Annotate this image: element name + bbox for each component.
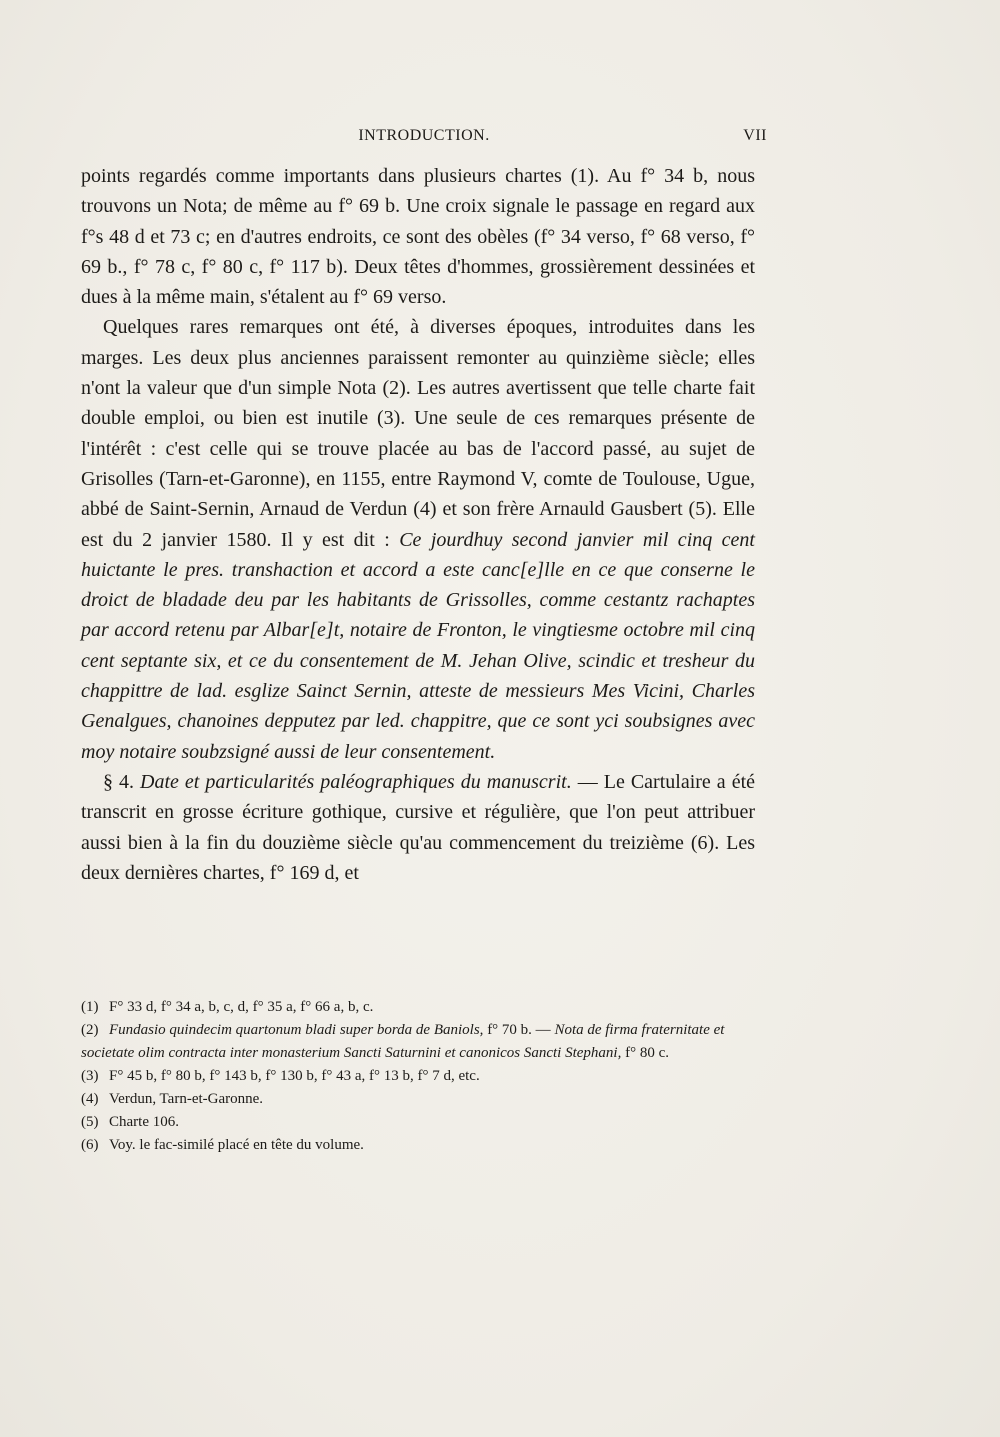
footnote-italic-b: Nota de firma fraternitate et societate olim contracta inter monasterium Sancti Saturnini et canonicos Sancti Stephani, <box>81 1022 725 1061</box>
footnote-number: (5) <box>81 1114 99 1130</box>
section-heading: Date et particularités paléographiques du manuscrit. <box>140 770 572 793</box>
paragraph-1: points regardés comme importants dans plusieurs chartes (1). Au f° 34 b, nous trouvons un Nota; de même au f° 69 b. Une croix signale le passage en regard aux f°s 48 d et 73 c; en d'autres endroits, ce sont des obèles (f° 34 verso, f° 68 verso, f° 69 b., f° 78 c, f° 80 c, f° 117 b). Deux têtes d'hommes, grossièrement dessinées et dues à la même main, s'étalent au f° 69 verso. <box>81 165 755 309</box>
footnote-number: (3) <box>81 1068 99 1084</box>
footnote-3 <box>81 1065 755 1088</box>
footnote-number: (1) <box>81 999 99 1015</box>
paragraph-2-text: Quelques rares remarques ont été, à diverses époques, introduites dans les marges. Les deux plus anciennes paraissent remonter au quinzième siècle; elles n'ont la valeur que d'un simple Nota (2). Les autres avertissent que telle charte fait double emploi, ou bien est inutile (3). Une seule de ces remarques présente de l'intérêt : c'est celle qui se trouve placée au bas de l'accord passé, au sujet de Grisolles (Tarn-et-Garonne), en 1155, entre Raymond V, comte de Toulouse, Ugue, abbé de Saint-Sernin, Arnaud de Verdun (4) et son frère Arnauld Gausbert (5). Elle est du 2 janvier 1580. Il y est dit : <box>81 316 755 551</box>
section-mark: § 4. <box>103 770 141 793</box>
paragraph-2 <box>81 312 755 766</box>
footnote-number: (2) <box>81 1022 99 1038</box>
running-title: INTRODUCTION. <box>358 127 490 144</box>
paragraph-3-text: — Le Cartulaire a été transcrit en grosse écriture gothique, cursive et régulière, que l'on peut attribuer aussi bien à la fin du douzième siècle qu'au commencement du treizième (6). Les deux dernières chartes, f° 169 d, et <box>81 770 756 884</box>
footnote-5 <box>81 1111 755 1134</box>
footnote-1 <box>81 996 755 1019</box>
footnote-roman-b: f° 80 c. <box>621 1045 670 1061</box>
footnote-text: Verdun, Tarn-et-Garonne. <box>109 1091 264 1107</box>
main-text <box>81 161 755 888</box>
paragraph-3 <box>81 767 755 888</box>
footnote-6 <box>81 1134 755 1157</box>
paragraph-2-quotation: Ce jourdhuy second janvier mil cinq cent huictante le pres. transhaction et accord a este canc[e]lle en ce que conserne le droict de bladade deu par les habitants de Grissolles, comme cestantz rachaptes par accord retenu par Albar[e]t, notaire de Fronton, le vingtiesme octobre mil cinq cent septante six, et ce du consentement de M. Jehan Olive, scindic et tresheur du chappittre de lad. esglize Sainct Sernin, atteste de messieurs Mes Vicini, Charles Genalgues, chanoines depputez par led. chappitre, que ce sont yci soubsignes avec moy notaire soubzsigné aussi de leur consentement. <box>81 528 755 763</box>
page-number: VII <box>743 127 767 144</box>
running-header <box>81 127 767 157</box>
footnote-number: (6) <box>81 1137 99 1153</box>
footnote-text: Charte 106. <box>109 1114 179 1130</box>
footnote-italic-a: Fundasio quindecim quartonum bladi super borda de Baniols, <box>109 1022 484 1038</box>
footnote-text: F° 33 d, f° 34 a, b, c, d, f° 35 a, f° 66 a, b, c. <box>109 999 374 1015</box>
footnote-2 <box>81 1019 755 1065</box>
footnote-text: Voy. le fac-similé placé en tête du volume. <box>109 1137 364 1153</box>
footnote-4 <box>81 1088 755 1111</box>
footnote-text: F° 45 b, f° 80 b, f° 143 b, f° 130 b, f° 43 a, f° 13 b, f° 7 d, etc. <box>109 1068 480 1084</box>
footnote-roman-a: f° 70 b. — <box>483 1022 555 1038</box>
footnote-number: (4) <box>81 1091 99 1107</box>
footnotes <box>81 996 755 1157</box>
